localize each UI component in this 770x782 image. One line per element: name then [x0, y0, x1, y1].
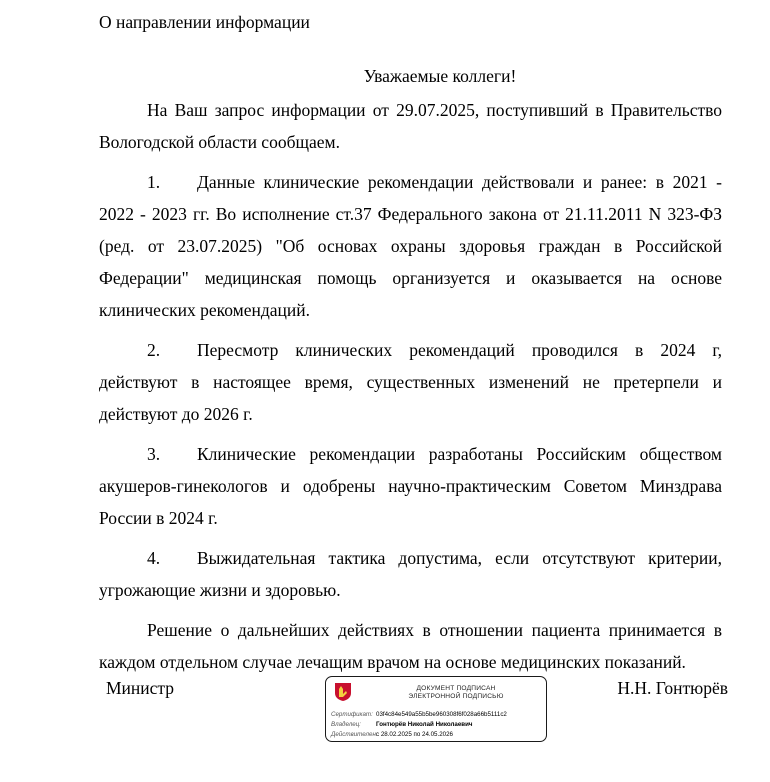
letter-item	[99, 542, 722, 606]
stamp-owner-value: Гонтюрёв Николай Николаевич	[376, 721, 473, 728]
item-number: 4.	[147, 548, 161, 568]
stamp-owner-row	[331, 721, 542, 729]
stamp-certificate-label: Сертификат:	[331, 711, 373, 718]
letter-body	[99, 94, 722, 686]
stamp-valid-label: Действителен:	[331, 731, 378, 738]
signer-name: Н.Н. Гонтюрёв	[617, 678, 728, 698]
stamp-certificate-value: 03f4c84e549a55b5be960308f6f028a66b5111c2	[376, 711, 507, 718]
item-text: Данные клинические рекомендации действовали и ранее: в 2021 - 2022 - 2023 гг. Во исполнение ст.37 Федерального закона от 21.11.2011 N 323-ФЗ (ред. от 23.07.2025) "Об основах охраны здоровья граждан в Российской Федерации" медицинская помощь организуется и оказывается на основе клинических рекомендаций.	[99, 172, 722, 320]
signer-title: Министр	[106, 678, 175, 698]
vologda-coat-of-arms-icon	[334, 682, 352, 702]
stamp-certificate-row	[331, 711, 542, 719]
e-signature-stamp	[325, 676, 547, 742]
letter-item	[99, 166, 722, 326]
letter-intro: На Ваш запрос информации от 29.07.2025, поступивший в Правительство Вологодской области сообщаем.	[99, 100, 722, 152]
stamp-owner-label: Владелец:	[331, 721, 361, 728]
stamp-header	[366, 685, 546, 701]
stamp-header-line: ЭЛЕКТРОННОЙ ПОДПИСЬЮ	[408, 693, 504, 700]
item-text: Клинические рекомендации разработаны Российским обществом акушеров-гинекологов и одобрены научно-практическим Советом Минздрава России в 2024 г.	[99, 444, 722, 528]
item-text: Пересмотр клинических рекомендаций проводился в 2024 г, действуют в настоящее время, существенных изменений не претерпели и действуют до 2026 г.	[99, 340, 722, 424]
letter-item	[99, 438, 722, 534]
letter-subject: О направлении информации	[99, 12, 310, 32]
stamp-header-line: ДОКУМЕНТ ПОДПИСАН	[416, 685, 496, 692]
item-number: 3.	[147, 444, 161, 464]
letter-closing: Решение о дальнейших действиях в отношении пациента принимается в каждом отдельном случае лечащим врачом на основе медицинских показаний.	[99, 620, 722, 672]
stamp-valid-value: с 28.02.2025 по 24.05.2026	[376, 731, 453, 738]
item-number: 1.	[147, 172, 161, 192]
letter-greeting: Уважаемые коллеги!	[363, 66, 517, 86]
item-text: Выжидательная тактика допустима, если отсутствуют критерии, угрожающие жизни и здоровью.	[99, 548, 722, 600]
letter-item	[99, 334, 722, 430]
stamp-valid-row	[331, 731, 542, 739]
item-number: 2.	[147, 340, 161, 360]
